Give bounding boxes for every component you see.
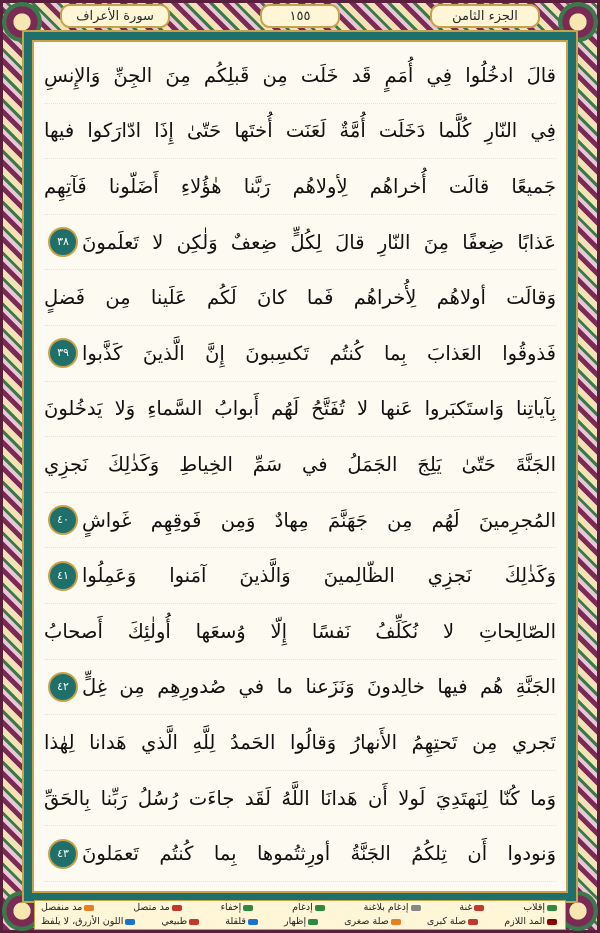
text-line <box>44 826 556 882</box>
text-line <box>44 437 556 493</box>
quran-text <box>44 48 556 882</box>
legend-item: إدغام <box>292 901 327 915</box>
text-line <box>44 771 556 827</box>
legend-item: غنة <box>459 901 486 915</box>
text-line <box>44 382 556 438</box>
text-line <box>44 104 556 160</box>
legend-item: طبيعي <box>161 915 201 929</box>
tajweed-legend <box>34 900 566 930</box>
text-line <box>44 270 556 326</box>
legend-item: صلة كبرى <box>427 915 480 929</box>
line-text: الصّالِحاتِ لا نُكَلِّفُ نَفسًا إِلّا وُسعَها أُولٰئِكَ أَصحابُ <box>44 619 556 643</box>
juz-label: الجزء الثامن <box>430 4 540 28</box>
line-text: الجَنَّةَ حَتّىٰ يَلِجَ الجَمَلُ في سَمِّ الخِياطِ وَكَذٰلِكَ نَجزِي <box>44 452 556 476</box>
text-line <box>44 215 556 271</box>
line-text: عَذابًا ضِعفًا مِنَ النّارِ قالَ لِكُلٍّ ضِعفٌ وَلٰكِن لا تَعلَمونَ <box>82 230 556 254</box>
legend-item: المد اللازم <box>504 915 559 929</box>
surah-name: سورة الأعراف <box>60 4 170 28</box>
line-text: قالَ ادخُلُوا فِي أُمَمٍ قَد خَلَت مِن قَبلِكُم مِنَ الجِنِّ وَالإِنسِ <box>44 63 556 87</box>
ayah-number-marker: ٤١ <box>48 561 78 591</box>
text-line <box>44 715 556 771</box>
line-text: فَذوقُوا العَذابَ بِما كُنتُم تَكسِبونَ إِنَّ الَّذينَ كَذَّبوا <box>82 341 556 365</box>
legend-item: مد منفصل <box>41 901 96 915</box>
legend-item: إخفاء <box>221 901 256 915</box>
text-line <box>44 604 556 660</box>
legend-item: مد متصل <box>133 901 183 915</box>
legend-item: اللون الأزرق، لا يلفظ <box>41 915 137 929</box>
legend-item: إقلاب <box>523 901 559 915</box>
legend-item: قلقلة <box>225 915 260 929</box>
page-header <box>60 4 540 28</box>
page-number: ١٥٥ <box>260 4 340 28</box>
ayah-number-marker: ٤٢ <box>48 672 78 702</box>
line-text: وَقالَت أولاهُم لِأُخراهُم فَما كانَ لَكُم عَلَينا مِن فَضلٍ <box>44 286 556 310</box>
ayah-number-marker: ٤٣ <box>48 839 78 869</box>
line-text: تَجري مِن تَحتِهِمُ الأَنهارُ وَقالُوا الحَمدُ لِلَّهِ الَّذي هَدانا لِهٰذا <box>44 730 556 754</box>
legend-item: صلة صغرى <box>344 915 403 929</box>
text-line <box>44 326 556 382</box>
line-text: فِي النّارِ كُلَّما دَخَلَت أُمَّةٌ لَعَنَت أُختَها حَتّىٰ إِذَا ادّارَكوا فيها <box>44 119 556 143</box>
line-text: الجَنَّةِ هُم فيها خالِدونَ وَنَزَعنا ما في صُدورِهِم مِن غِلٍّ <box>82 675 556 699</box>
legend-item: إدغام بلاغنة <box>364 901 423 915</box>
ayah-number-marker: ٣٨ <box>48 227 78 257</box>
ayah-number-marker: ٤٠ <box>48 505 78 535</box>
line-text: وَنودوا أَن تِلكُمُ الجَنَّةُ أورِثتُموها بِما كُنتُم تَعمَلونَ <box>82 842 556 866</box>
line-text: بِآياتِنا وَاستَكبَروا عَنها لا تُفَتَّحُ لَهُم أَبوابُ السَّماءِ وَلا يَدخُلونَ <box>44 397 556 421</box>
line-text: وَما كُنّا لِنَهتَدِيَ لَولا أَن هَدانَا اللَّهُ لَقَد جاءَت رُسُلُ رَبِّنا بِالحَقِّ <box>44 786 556 810</box>
line-text: جَميعًا قالَت أُخراهُم لِأولاهُم رَبَّنا هٰؤُلاءِ أَضَلّونا فَآتِهِم <box>44 174 556 198</box>
line-text: المُجرِمينَ لَهُم مِن جَهَنَّمَ مِهادٌ وَمِن فَوقِهِم غَواشٍ <box>82 508 556 532</box>
text-line <box>44 548 556 604</box>
text-line <box>44 48 556 104</box>
ayah-number-marker: ٣٩ <box>48 338 78 368</box>
text-line <box>44 660 556 716</box>
text-line <box>44 159 556 215</box>
line-text: وَكَذٰلِكَ نَجزِي الظّالِمينَ وَالَّذينَ آمَنوا وَعَمِلُوا <box>82 564 556 588</box>
text-line <box>44 493 556 549</box>
legend-item: إظهار <box>284 915 320 929</box>
